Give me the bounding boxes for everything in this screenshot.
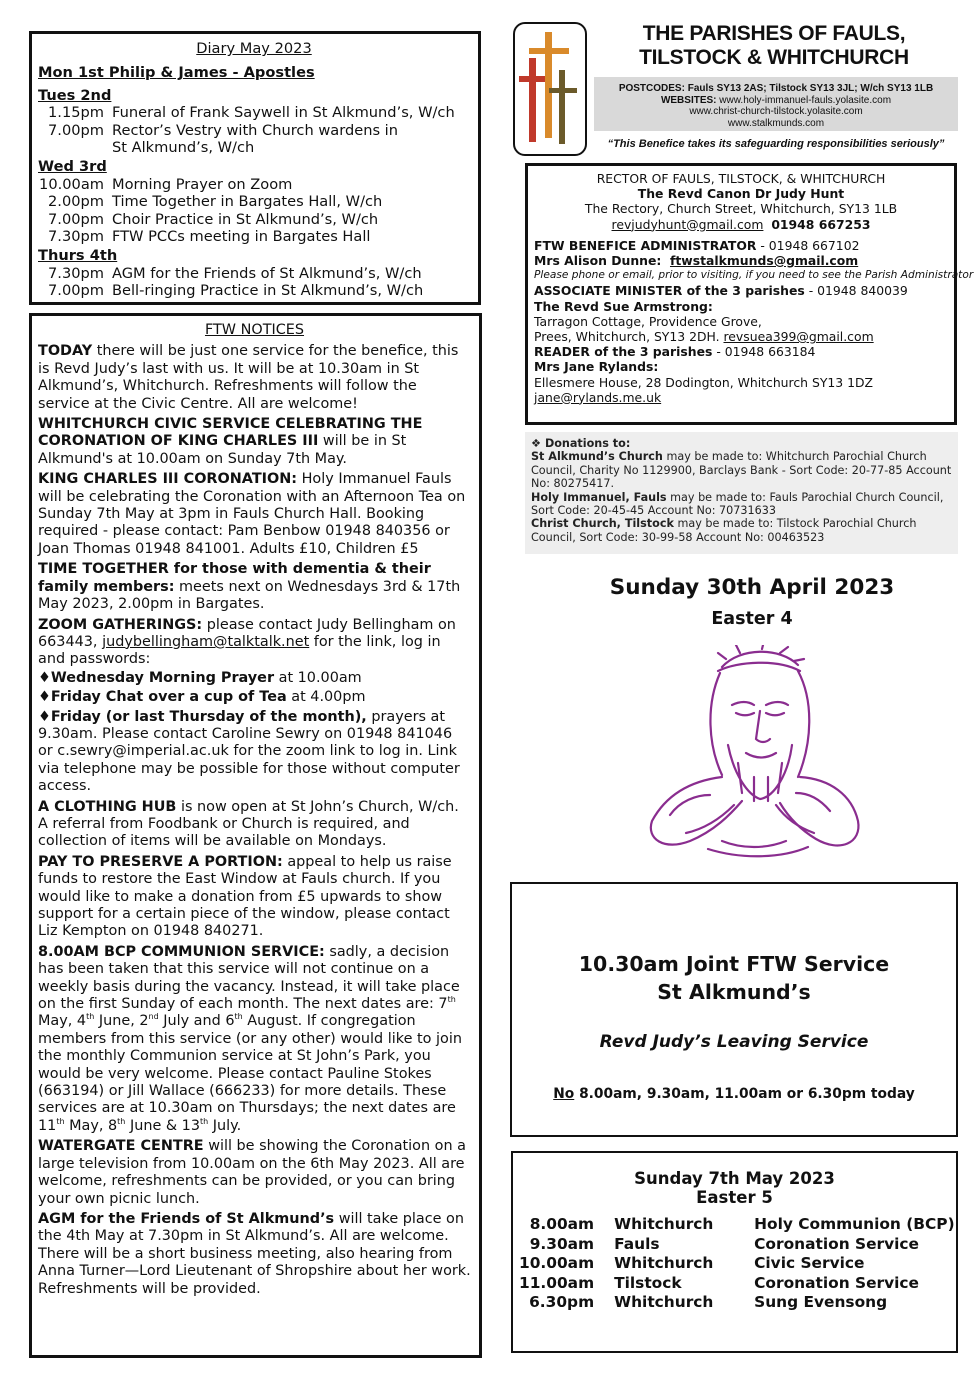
service-location-line: St Alkmund’s — [657, 980, 811, 1004]
donation-st-alkmunds: St Alkmund’s Church may be made to: Whitchurch Parochial Church Council, Charity No 1129900, Barclays Bank - Sort Code: 20-77-85 Account No: 80275417. — [531, 450, 952, 491]
diary-event — [38, 122, 470, 157]
diamond-icon: ♦ — [38, 689, 51, 706]
diary-event — [38, 282, 470, 299]
administrator-note: Please phone or email, prior to visiting, if you need to see the Parish Administrator — [534, 269, 974, 282]
zoom-bullet: ♦Friday (or last Thursday of the month), prayers at 9.30am. Please contact Caroline Sewry on 01948 841046 or c.sewry@imperial.ac.uk for the zoom link to log in. Link via telephone may be possible for those without computer access. — [38, 708, 460, 795]
diamond-icon: ♦ — [38, 669, 51, 686]
next-sunday-box — [511, 1151, 958, 1353]
diary-event — [38, 211, 470, 228]
service-schedule-table — [519, 1215, 955, 1313]
reader-email-link[interactable]: jane@rylands.me.uk — [534, 389, 662, 405]
diary-event-text: FTW PCCs meeting in Bargates Hall — [112, 228, 371, 246]
diary-event — [38, 176, 470, 193]
notice-agm: AGM for the Friends of St Alkmund’s will take place on the 4th May at 7.30pm in St Alkmund’s. All are welcome. There will be a short business meeting, also hearing from Anna Turner—Lord Lieutenant of Shropshire about her work. Refreshments will be provided. — [38, 1210, 471, 1297]
diamond-icon: ♦ — [38, 708, 51, 725]
zoom-email-link[interactable]: judybellingham@talktalk.net — [102, 633, 310, 650]
table-row: 9.30am Fauls Coronation Service — [529, 1234, 919, 1253]
diary-event-text: Bell-ringing Practice in St Alkmund’s, W/ch — [112, 282, 424, 300]
notice-watergate: WATERGATE CENTRE will be showing the Coronation on a large television from 10.00am on the 6th May 2023. All are welcome, refreshments can be provided, or you can bring your own picnic lunch. — [38, 1138, 466, 1207]
donation-christ-church: Christ Church, Tilstock may be made to: Tilstock Parochial Church Council, Sort Code: 30-99-58 Account No: 00463523 — [531, 517, 917, 544]
notice-civic-service: WHITCHURCH CIVIC SERVICE CELEBRATING THE CORONATION OF KING CHARLES III will be in St Alkmund's at 10.00am on Sunday 7th May. — [38, 416, 423, 467]
sunday-subtitle: Easter 4 — [711, 609, 793, 629]
diary-event-time: 7.00pm — [48, 121, 104, 139]
table-row: 8.00am Whitchurch Holy Communion (BCP) — [529, 1215, 955, 1233]
administrator-name: Mrs Alison Dunne: ftwstalkmunds@gmail.com — [534, 253, 859, 269]
notices-box — [29, 313, 482, 1358]
diary-event-text: Time Together in Bargates Hall, W/ch — [112, 193, 383, 211]
diary-event-time: 7.00pm — [48, 282, 104, 300]
service-description: Revd Judy’s Leaving Service — [599, 1032, 869, 1052]
website-link[interactable]: www.holy-immanuel-fauls.yolasite.com — [719, 94, 892, 106]
diary-day-heading: Wed 3rd — [38, 158, 107, 176]
administrator-line: FTW BENEFICE ADMINISTRATOR - 01948 667102 — [534, 237, 860, 253]
parishes-title: THE PARISHES OF FAULS, TILSTOCK & WHITCHURCH — [639, 22, 909, 69]
diary-event-text: AGM for the Friends of St Alkmund’s, W/ch — [112, 264, 422, 282]
diary-title: Diary May 2023 — [196, 40, 312, 57]
diary-event — [38, 265, 470, 282]
notice-clothing-hub: A CLOTHING HUB is now open at St John’s Church, W/ch. A referral from Foodbank or Church is required, and collection of items will be available on Mondays. — [38, 798, 459, 850]
notices-title: FTW NOTICES — [204, 322, 305, 338]
christ-sketch-image — [630, 645, 870, 860]
rector-email-link[interactable]: revjudyhunt@gmail.com — [611, 216, 764, 232]
diary-event-time: 7.30pm — [48, 228, 104, 246]
diary-event-time: 7.00pm — [48, 210, 104, 228]
diary-event-time: 10.00am — [39, 175, 104, 193]
table-row: 10.00am Whitchurch Civic Service — [519, 1254, 865, 1273]
table-row: 6.30pm Whitchurch Sung Evensong — [529, 1293, 888, 1312]
notice-time-together: TIME TOGETHER for those with dementia & their family members: meets next on Wednesdays 3rd & 17th May 2023, 2.00pm in Bargates. — [38, 561, 461, 613]
diary-event — [38, 104, 470, 121]
diamond-icon: ❖ — [531, 437, 542, 450]
safeguarding-statement: “This Benefice takes its safeguarding responsibilities seriously” — [607, 138, 945, 150]
associate-name: The Revd Sue Armstrong: — [534, 298, 713, 314]
notice-today: TODAY there will be just one service for the benefice, this is Revd Judy’s last with us. It will be at 10.30am in St Alkmund’s, Whitchurch. Refreshments will follow the service at the Civic Centre. All are welcome! — [38, 343, 459, 412]
rector-address: The Rectory, Church Street, Whitchurch, SY13 1LB — [584, 201, 898, 217]
donations-title: ❖ Donations to: — [531, 437, 631, 450]
admin-email-link[interactable]: ftwstalkmunds@gmail.com — [669, 253, 859, 269]
diary-event-time: 1.15pm — [48, 104, 104, 122]
zoom-bullet: ♦Friday Chat over a cup of Tea at 4.00pm — [38, 689, 366, 706]
notice-preserve-portion: PAY TO PRESERVE A PORTION: appeal to help us raise funds to restore the East Window at Fauls church. If you would like to make a donation from £5 upwards to show support for a certain piece of the window, please contact Liz Kempton on 01948 840271. — [38, 853, 452, 940]
website-link[interactable]: www.christ-church-tilstock.yolasite.com — [689, 106, 863, 118]
parish-crosses-logo — [513, 22, 587, 156]
crosses-icon — [515, 24, 585, 154]
associate-address: Prees, Whitchurch, SY13 2DH. revsuea399@gmail.com — [534, 329, 874, 345]
donations-box — [525, 432, 958, 554]
diary-event — [38, 228, 470, 245]
associate-line: ASSOCIATE MINISTER of the 3 parishes - 01948 840039 — [534, 283, 908, 299]
contacts-box — [525, 163, 974, 425]
diary-event-text: Choir Practice in St Alkmund’s, W/ch — [112, 210, 379, 228]
diary-event-time: 2.00pm — [48, 193, 104, 211]
notice-coronation: KING CHARLES III CORONATION: Holy Immanuel Fauls will be celebrating the Coronation with an Afternoon Tea on Sunday 7th May at 3pm in Fauls Church Hall. Booking required - please contact: Pam Benbow 01948 840356 or Joan Thomas 01948 841001. Adults £10, Children £5 — [38, 471, 466, 557]
diary-day-heading: Thurs 4th — [38, 247, 118, 265]
postcodes-line: POSTCODES: Fauls SY13 2AS; Tilstock SY13 3JL; W/ch SY13 1LB — [618, 83, 934, 94]
notice-bcp-communion: 8.00AM BCP COMMUNION SERVICE: sadly, a decision has been taken that this service will not continue on a weekly basis during the vacancy. Instead, it will take place on the first Sunday of each month. The next dates are: 7th May, 4th June, 2nd July and 6th August. If congregation members from this service (or any other) would like to join the monthly Communion service at St John’s Park, you would be very welcome. Please contact Pauline Stokes (663194) or Jill Wallace (666233) for more details. These services are at 10.30am on Thursdays; the next dates are 11th May, 8th June & 13th July. — [38, 943, 462, 1134]
joint-service-box — [510, 882, 958, 1137]
rector-phone: 01948 667253 — [771, 216, 871, 232]
diary-event-text: Rector’s Vestry with Church wardens in St Alkmund’s, W/ch — [112, 121, 398, 157]
next-sunday-subtitle: Easter 5 — [696, 1188, 773, 1207]
diary-day-heading: Mon 1st Philip & James - Apostles — [38, 64, 315, 82]
diary-box — [29, 31, 481, 305]
diary-event — [38, 193, 470, 210]
no-services-note: No 8.00am, 9.30am, 11.00am or 6.30pm today — [553, 1086, 915, 1102]
notice-zoom: ZOOM GATHERINGS: please contact Judy Bellingham on 663443, judybellingham@talktalk.net for the link, log in and passwords: — [38, 616, 456, 668]
associate-email-link[interactable]: revsuea399@gmail.com — [723, 329, 874, 345]
reader-address: Ellesmere House, 28 Dodington, Whitchurch SY13 1DZ — [534, 374, 873, 390]
donation-holy-immanuel: Holy Immanuel, Fauls may be made to: Fauls Parochial Church Council, Sort Code: 20-45-45 Account No: 70731633 — [531, 490, 944, 518]
sunday-date-title: Sunday 30th April 2023 — [609, 575, 895, 600]
rector-title: RECTOR OF FAULS, TILSTOCK, & WHITCHURCH — [596, 171, 886, 186]
diary-event-time: 7.30pm — [48, 264, 104, 282]
rector-name: The Revd Canon Dr Judy Hunt — [637, 186, 845, 202]
diary-day-heading: Tues 2nd — [38, 86, 112, 104]
table-row: 11.00am Tilstock Coronation Service — [519, 1273, 919, 1292]
reader-line: READER of the 3 parishes - 01948 663184 — [534, 344, 816, 360]
next-sunday-title: Sunday 7th May 2023 — [634, 1169, 835, 1188]
postcodes-websites: POSTCODES: Fauls SY13 2AS; Tilstock SY13 3JL; W/ch SY13 1LB WEBSITES: www.holy-immanuel-fauls.yolasite.com www.christ-church-tilstock.yolasite.com www.stalkmunds.com — [594, 77, 958, 131]
reader-name: Mrs Jane Rylands: — [534, 359, 659, 375]
diary-event-text: Funeral of Frank Saywell in St Alkmund’s, W/ch — [112, 104, 455, 122]
website-link[interactable]: www.stalkmunds.com — [727, 117, 825, 129]
zoom-bullet: ♦Wednesday Morning Prayer at 10.00am — [38, 669, 362, 686]
diary-event-text: Morning Prayer on Zoom — [112, 175, 293, 193]
service-time-line: 10.30am Joint FTW Service — [578, 952, 890, 976]
associate-address: Tarragon Cottage, Providence Grove, — [534, 313, 762, 329]
